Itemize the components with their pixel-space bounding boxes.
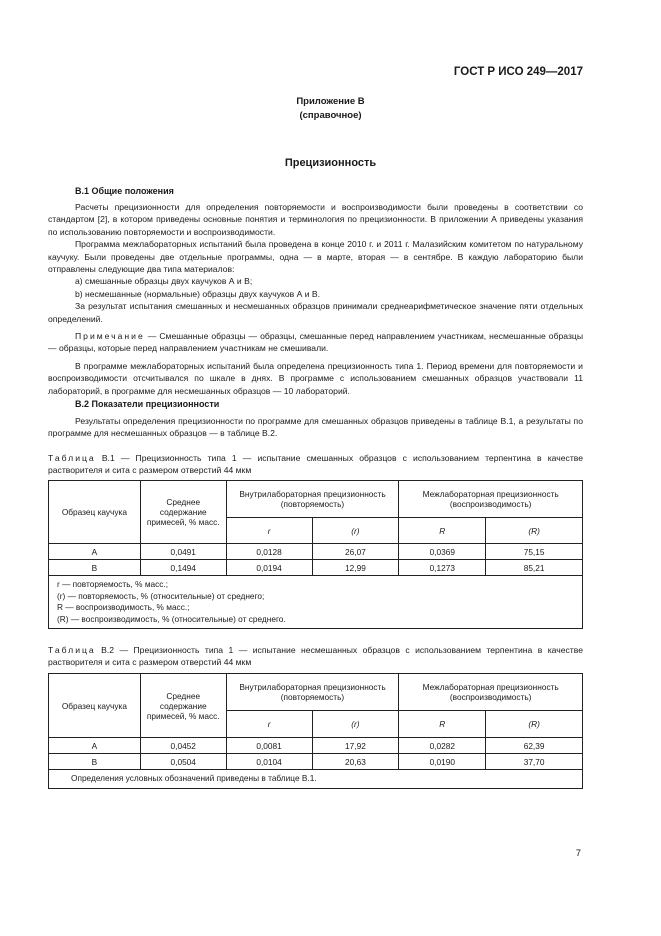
table-label: Таблица [48, 645, 96, 655]
paragraph: Результаты определения прецизионности по программе для смешанных образцов приведены в таблице В.1, а результаты по программе для несмешанных образцов — в таблице В.2. [48, 416, 583, 439]
note-line: R — воспроизводимость, % масс.; [57, 602, 190, 613]
cell-r: 0,0081 [226, 738, 312, 754]
table1-caption [48, 452, 583, 477]
paragraph: Программа межлабораторных испытаний была проведена в конце 2010 г. и 2011 г. Малазийским комитетом по натуральному каучуку. Были проведены две отдельные программы, одна — в марте, вторая — в сентябре. В каждую лабораторию были отправлены следующие два типа материалов: [48, 239, 583, 275]
cell-R-rel: 37,70 [486, 754, 583, 770]
note-text: — Смешанные образцы — образцы, смешанные перед направлением участникам, несмешанные образцы — образцы, которые перед направлением участникам не смешивали. [48, 331, 583, 354]
cell-mean: 0,0452 [140, 738, 226, 754]
cell-r-rel: 12,99 [312, 560, 399, 576]
header-sample: Образец каучука [49, 481, 141, 544]
header-r-rel: (r) [312, 518, 399, 544]
cell-mean: 0,0504 [140, 754, 226, 770]
table-b1 [48, 480, 583, 629]
header-r: r [226, 711, 312, 738]
table2-caption [48, 644, 583, 669]
header-R: R [399, 711, 486, 738]
section-heading-b1: В.1 Общие положения [75, 186, 174, 196]
table-row [49, 754, 583, 770]
header-within: Внутрилабораторная прецизионность (повторяемость) [226, 481, 399, 518]
table-note: Определения условных обозначений приведены в таблице В.1. [49, 770, 583, 789]
note-paragraph [48, 330, 583, 355]
cell-sample: В [49, 754, 141, 770]
table-notes [49, 576, 583, 629]
table-caption-text: В.2 — Прецизионность типа 1 — испытание несмешанных образцов с использованием терпентина в качестве растворителя и сита с размером отверстий 44 мкм [48, 645, 583, 668]
standard-header: ГОСТ Р ИСО 249—2017 [453, 66, 583, 78]
cell-R: 0,0282 [399, 738, 486, 754]
header-between: Межлабораторная прецизионность (воспроизводимость) [399, 674, 583, 711]
header-r-rel: (r) [312, 711, 399, 738]
header-within: Внутрилабораторная прецизионность (повторяемость) [226, 674, 399, 711]
header-R: R [399, 518, 486, 544]
table-b2 [48, 673, 583, 789]
cell-r: 0,0104 [226, 754, 312, 770]
cell-R-rel: 75,15 [486, 544, 583, 560]
cell-mean: 0,0491 [140, 544, 226, 560]
cell-sample: В [49, 560, 141, 576]
header-R-rel: (R) [486, 518, 583, 544]
appendix-title: Приложение В [296, 96, 365, 107]
note-line: (R) — воспроизводимость, % (относительные) от среднего. [57, 613, 286, 624]
header-mean: Среднее содержание примесей, % масс. [140, 674, 226, 738]
cell-R: 0,0369 [399, 544, 486, 560]
table-label: Таблица [48, 453, 96, 463]
cell-r: 0,0194 [226, 560, 312, 576]
header-r: r [226, 518, 312, 544]
cell-sample: А [49, 738, 141, 754]
header-between: Межлабораторная прецизионность (воспроизводимость) [399, 481, 583, 518]
header-R-rel: (R) [486, 711, 583, 738]
page-number: 7 [575, 848, 581, 859]
paragraph: За результат испытания смешанных и несмешанных образцов принимали среднеарифметическое значение пяти отдельных определений. [48, 301, 583, 324]
list-item: b) несмешанные (нормальные) образцы двух каучуков А и В. [75, 288, 321, 299]
section-heading-b2: В.2 Показатели прецизионности [75, 399, 220, 409]
cell-R-rel: 62,39 [486, 738, 583, 754]
paragraph: Расчеты прецизионности для определения повторяемости и воспроизводимости были проведены в соответствии со стандартом [2], в котором приведены основные понятия и терминология по прецизионности. В приложении А приведены указания по использованию повторяемости и воспроизводимости. [48, 202, 583, 237]
cell-R: 0,0190 [399, 754, 486, 770]
section-b1-body [48, 201, 583, 397]
table-row [49, 560, 583, 576]
table-caption-text: В.1 — Прецизионность типа 1 — испытание смешанных образцов с использованием терпентина в качестве растворителя и сита с размером отверстий 44 мкм [48, 453, 583, 476]
list-item: a) смешанные образцы двух каучуков А и В; [75, 276, 253, 287]
note-line: r — повторяемость, % масс.; [57, 579, 169, 589]
table-row [49, 544, 583, 560]
table-row [49, 738, 583, 754]
note-label: Примечание [75, 331, 145, 342]
cell-r: 0,0128 [226, 544, 312, 560]
cell-r-rel: 20,63 [312, 754, 399, 770]
cell-r-rel: 26,07 [312, 544, 399, 560]
page-title: Прецизионность [284, 157, 377, 169]
cell-sample: А [49, 544, 141, 560]
header-mean: Среднее содержание примесей, % масс. [140, 481, 226, 544]
cell-R-rel: 85,21 [486, 560, 583, 576]
cell-r-rel: 17,92 [312, 738, 399, 754]
cell-R: 0,1273 [399, 560, 486, 576]
section-b2-body [48, 415, 583, 440]
note-line: (r) — повторяемость, % (относительные) от среднего; [57, 590, 265, 601]
paragraph: В программе межлабораторных испытаний была определена прецизионность типа 1. Период времени для повторяемости и воспроизводимости отсчитывался по шкале в днях. В программе с использованием смешанных образцов участвовали 11 лабораторий, в программе для несмешанных образцов — 10 лабораторий. [48, 360, 583, 396]
cell-mean: 0,1494 [140, 560, 226, 576]
header-sample: Образец каучука [49, 674, 141, 738]
appendix-subtitle: (справочное) [299, 110, 362, 121]
appendix-heading [0, 95, 661, 123]
